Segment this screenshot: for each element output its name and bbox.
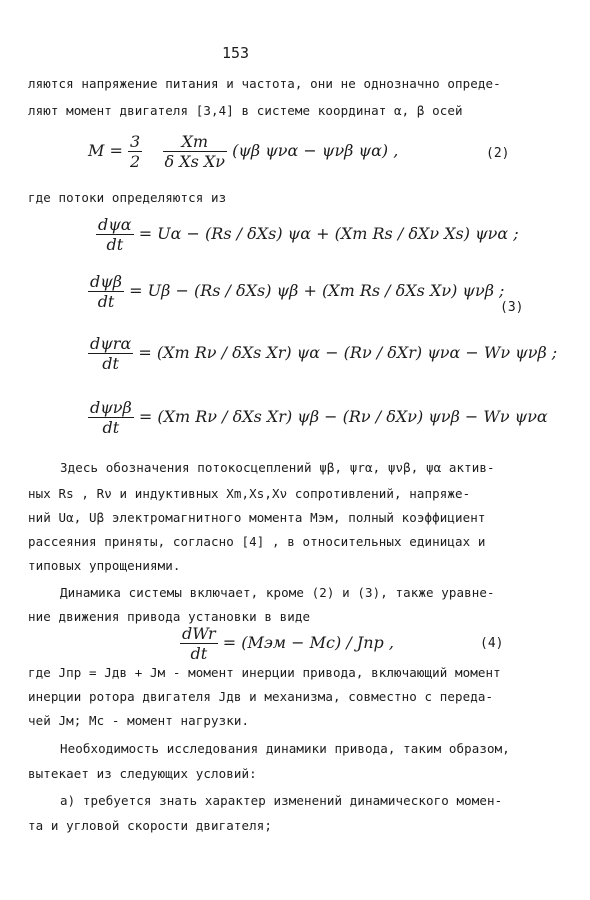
eq2-frac-num: Xm [163, 132, 228, 152]
eq2-coef-den: 2 [129, 152, 141, 171]
eq3d-lhs-num: dψνβ [90, 398, 132, 417]
eq4-rhs: = (Mэм − Mс) / Jпр , [222, 633, 394, 652]
eq3c-rhs: = (Xm Rν / δXs Xr) ψα − (Rν / δXr) ψνα − Wν ψνβ ; [138, 343, 558, 362]
text-line: Динамика системы включает, кроме (2) и (3), также уравне- [60, 585, 495, 600]
equation-3c [88, 334, 557, 373]
eq4-label: (4) [480, 636, 504, 651]
text-line: та и угловой скорости двигателя; [28, 818, 273, 833]
eq2-coef-num: 3 [129, 132, 141, 151]
equation-2 [88, 132, 398, 171]
eq3d-rhs: = (Xm Rν / δXs Xr) ψβ − (Rν / δXν) ψνβ − Wν ψνα [138, 407, 548, 426]
eq3d-derivative [88, 398, 134, 437]
text-line: чей Jм; Мс - момент нагрузки. [28, 713, 250, 728]
text-line: ние движения привода установки в виде [28, 609, 311, 624]
eq3c-lhs-den: dt [102, 354, 119, 373]
eq3b-lhs-den: dt [97, 292, 115, 311]
text-line: ных Rs , Rν и индуктивных Xm,Xs,Xν сопротивлений, напряже- [28, 486, 471, 501]
eq3c-derivative [88, 334, 133, 373]
equation-4 [180, 624, 394, 663]
equation-3d [88, 398, 548, 437]
eq3a-derivative [96, 215, 134, 254]
text-line: инерции ротора двигателя Jдв и механизма, совместно с переда- [28, 689, 494, 704]
eq3b-derivative [88, 272, 124, 311]
eq3-label: (3) [500, 300, 524, 315]
text-line: ляют момент двигателя [3,4] в системе координат α, β осей [28, 103, 463, 118]
eq3a-lhs-den: dt [106, 235, 124, 254]
eq2-label: (2) [486, 146, 510, 161]
text-line: вытекает из следующих условий: [28, 766, 257, 781]
eq4-derivative [180, 624, 218, 663]
eq3b-rhs: = Uβ − (Rs / δXs) ψβ + (Xm Rs / δXs Xν) ψνβ ; [129, 281, 505, 300]
text-line: где Jпр = Jдв + Jм - момент инерции привода, включающий момент [28, 665, 501, 680]
eq2-frac-den: δ Xs Xν [164, 152, 226, 171]
page-number: 153 [222, 44, 250, 62]
text-line: а) требуется знать характер изменений динамического момен- [60, 793, 503, 808]
eq3b-lhs-num: dψβ [90, 272, 123, 291]
eq2-rhs: (ψβ ψνα − ψνβ ψα) , [232, 141, 399, 160]
eq4-lhs-num: dWr [182, 624, 216, 643]
text-line: ляются напряжение питания и частота, они не однозначно опреде- [28, 76, 501, 91]
eq3a-lhs-num: dψα [98, 215, 132, 234]
eq3c-lhs-num: dψrα [90, 334, 132, 353]
eq4-lhs-den: dt [190, 644, 208, 663]
equation-3b [88, 272, 504, 311]
eq2-fraction [163, 132, 228, 171]
text-line: рассеяния приняты, согласно [4] , в относительных единицах и [28, 534, 486, 549]
text-line: Необходимость исследования динамики привода, таким образом, [60, 741, 510, 756]
text-line: ний Uα, Uβ электромагнитного момента Мэм, полный коэффициент [28, 510, 486, 525]
text-line: где потоки определяются из [28, 190, 227, 205]
text-line: Здесь обозначения потокосцеплений ψβ, ψrα, ψνβ, ψα актив- [60, 460, 495, 475]
eq3a-rhs: = Uα − (Rs / δXs) ψα + (Xm Rs / δXν Xs) ψνα ; [138, 224, 519, 243]
eq3d-lhs-den: dt [102, 418, 120, 437]
equation-3a [96, 215, 519, 254]
eq2-lhs: M = [88, 141, 123, 160]
text-line: типовых упрощениями. [28, 558, 181, 573]
eq2-coefficient [128, 132, 142, 171]
